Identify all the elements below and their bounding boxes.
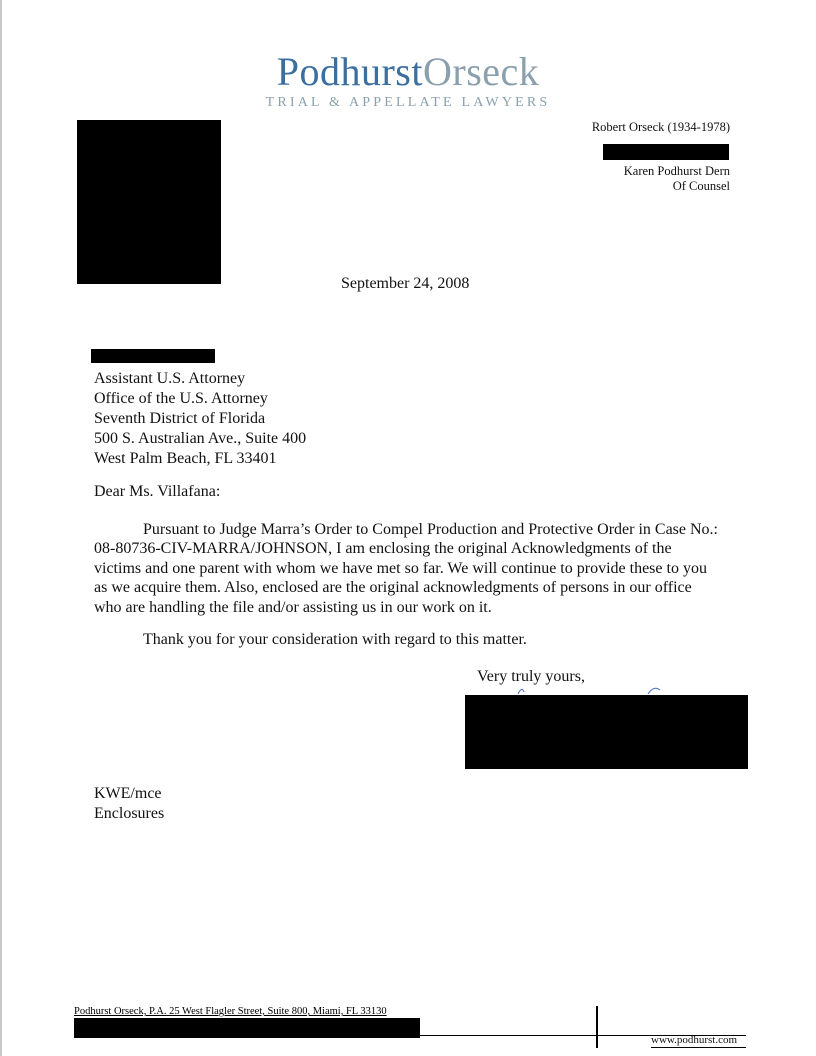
recipient-line: Assistant U.S. Attorney (94, 370, 246, 387)
recipient-address (94, 369, 306, 469)
closing: Very truly yours, (477, 668, 585, 685)
initials-block (94, 784, 164, 824)
scan-edge (0, 0, 2, 1056)
redaction-signature (465, 695, 748, 769)
redaction-recipient-name (91, 349, 215, 363)
recipient-line: Seventh District of Florida (94, 410, 266, 427)
footer-address: Podhurst Orseck, P.A. 25 West Flagler Street, Suite 800, Miami, FL 33130 (74, 1006, 387, 1017)
redaction-block-left (77, 120, 221, 284)
partner-name: Karen Podhurst Dern (623, 164, 730, 178)
footer-divider (596, 1006, 598, 1048)
body-paragraph-1: Pursuant to Judge Marra’s Order to Compel Production and Protective Order in Case No.: 08-80736-CIV-MARRA/JOHNSON, I am enclosing the original Acknowledgments of the victims and one parent with whom we have met so far. We will continue to provide these to you as we acquire them. Also, enclosed are the original acknowledgments of persons in our office who are handling the file and/or assisting us in our work on it. (94, 521, 718, 616)
firm-name-first: Podhurst (276, 49, 423, 94)
partner-founder: Robert Orseck (1934-1978) (591, 120, 730, 134)
partner-role: Of Counsel (672, 179, 730, 193)
body-paragraph-2: Thank you for your consideration with regard to this matter. (143, 631, 527, 648)
firm-name-second: Orseck (422, 49, 540, 94)
recipient-line: Office of the U.S. Attorney (94, 390, 268, 407)
recipient-line: 500 S. Australian Ave., Suite 400 (94, 430, 307, 447)
letter-date: September 24, 2008 (341, 275, 470, 292)
firm-tagline: TRIAL & APPELLATE LAWYERS (265, 95, 551, 110)
footer-website: www.podhurst.com (651, 1034, 738, 1046)
footer-rule (74, 1035, 746, 1036)
recipient-line: West Palm Beach, FL 33401 (94, 450, 277, 467)
salutation: Dear Ms. Villafana: (94, 483, 221, 500)
footer-website-rule (651, 1047, 746, 1048)
enclosures-note: Enclosures (94, 805, 165, 822)
typist-initials: KWE/mce (94, 785, 162, 802)
firm-logo (0, 50, 816, 94)
redaction-partner-name (603, 144, 729, 160)
